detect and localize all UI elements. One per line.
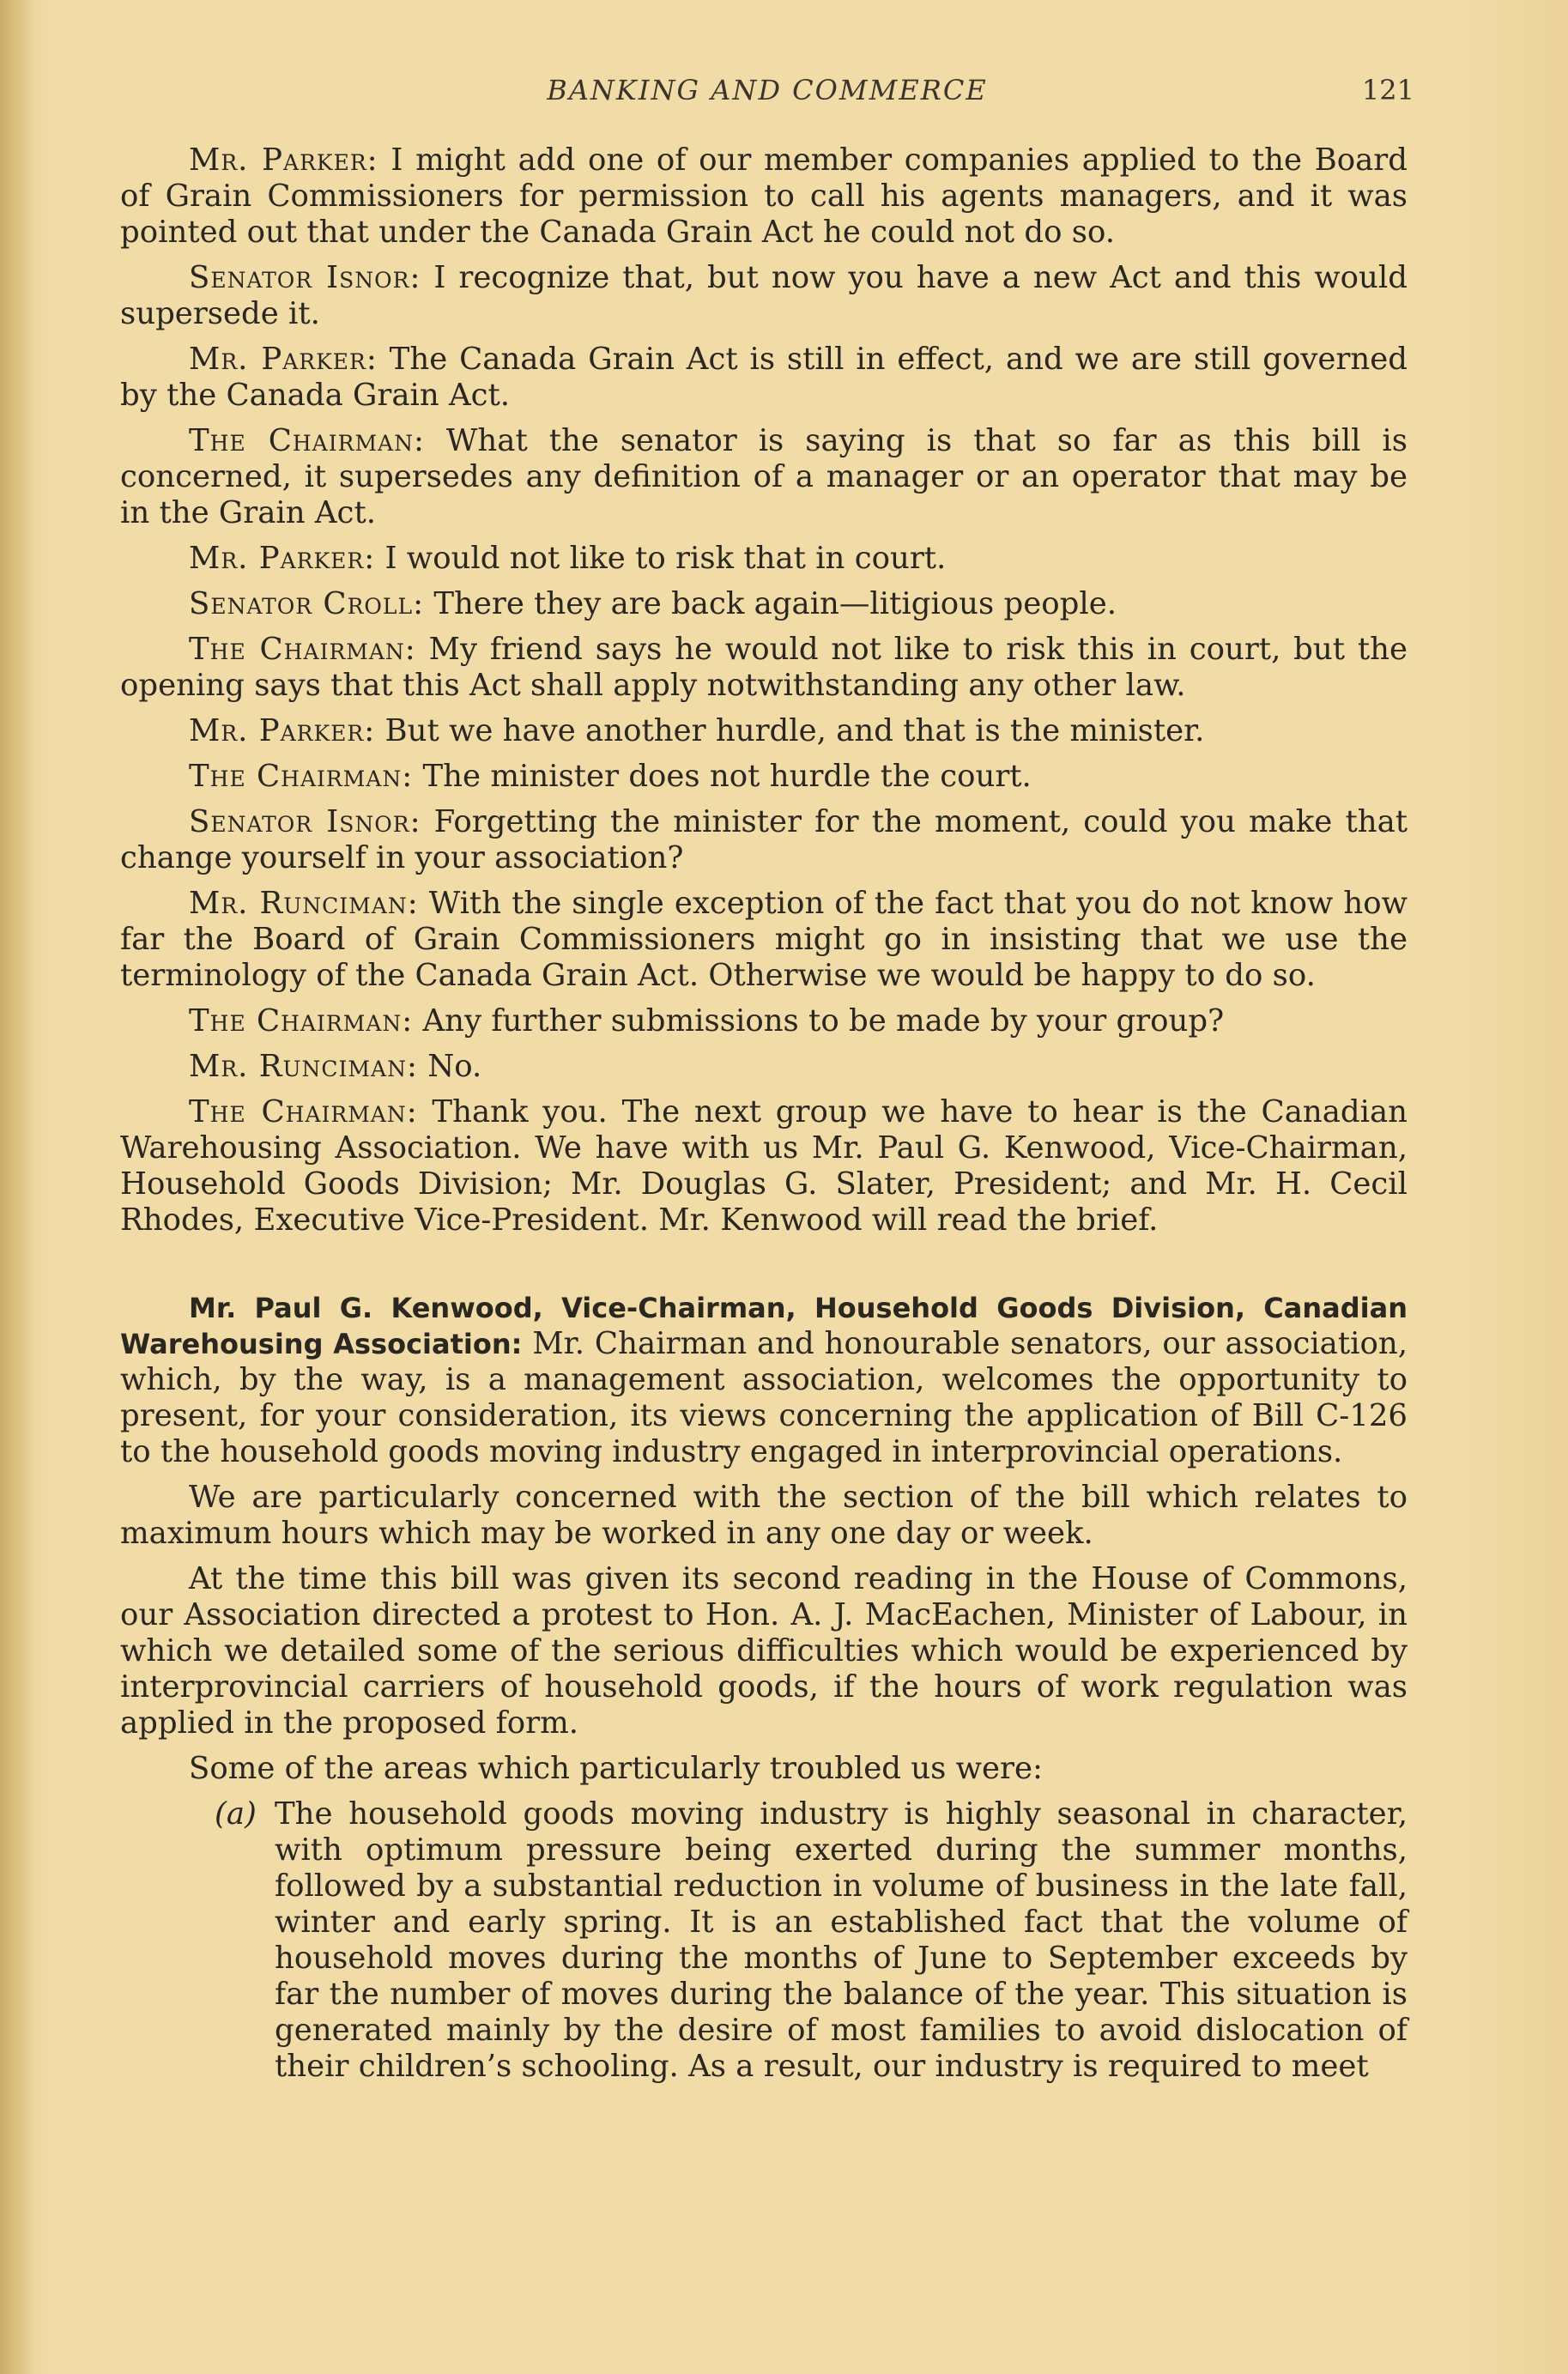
speaker: Mr. Runciman: [189, 1049, 418, 1084]
running-head: BANKING AND COMMERCE [547, 74, 988, 106]
paragraph [120, 142, 1408, 251]
speech: There they are back again—litigious people. [424, 586, 1117, 621]
list-item [215, 1796, 1408, 2085]
speech: The minister does not hurdle the court. [413, 759, 1032, 794]
speaker: The Chairman: [189, 1094, 418, 1129]
list-item-text: The household goods moving industry is highly seasonal in character, with optimum pressure being exerted during the summer months, followed by a substantial reduction in volume of business in the late fall, winter and early spring. It is an established fact that the volume of household moves during the months of June to September exceeds by far the number of moves during the balance of the year. This situation is generated mainly by the desire of most families to avoid dislocation of their children’s schooling. As a result, our industry is required to meet [275, 1796, 1408, 2084]
speech: I recognize that, but now you have a new Act and this would supersede it. [120, 260, 1408, 331]
speech: Forgetting the minister for the moment, could you make that change yourself in your association? [120, 804, 1408, 875]
speaker: Mr. Parker: [189, 342, 378, 377]
list-item-label: (a) [215, 1796, 257, 1832]
paragraph: We are particularly concerned with the section of the bill which relates to maximum hours which may be worked in any one day or week. [120, 1480, 1408, 1551]
speech: No. [417, 1049, 482, 1084]
speech: I might add one of our member companies applied to the Board of Grain Commissioners for permission to call his agents managers, and it was pointed out that under the Canada Grain Act he could not do so. [120, 142, 1408, 250]
witness-speech: Mr. Chairman and honourable senators, our association, which, by the way, is a management association, welcomes the opportunity to present, for your consideration, its views concerning the application of Bill C-126 to the household goods moving industry engaged in interprovincial operations. [120, 1326, 1408, 1469]
speech: What the senator is saying is that so far as this bill is concerned, it supersedes any definition of a manager or an operator that may be in the Grain Act. [120, 423, 1408, 530]
paragraph [120, 342, 1408, 414]
paragraph [120, 886, 1408, 994]
paragraph [120, 759, 1408, 795]
speaker: Mr. Parker: [189, 142, 378, 178]
speaker: Mr. Runciman: [189, 886, 419, 921]
speaker: Senator Isnor: [189, 260, 421, 295]
paragraph [120, 260, 1408, 332]
speech: I would not like to risk that in court. [375, 541, 947, 576]
paragraph [120, 1049, 1408, 1085]
paragraph [120, 713, 1408, 749]
binding-gutter [0, 0, 34, 2374]
witness-name: Mr. Paul G. Kenwood, Vice-Chairman, Household Goods Division, Canadian Warehousing Association: [120, 1292, 1408, 1360]
speaker: The Chairman: [189, 1003, 414, 1039]
speaker: Mr. Parker: [189, 713, 376, 748]
paragraph [120, 423, 1408, 531]
speaker: The Chairman: [189, 423, 425, 458]
paragraph [120, 541, 1408, 577]
speaker: The Chairman: [189, 632, 416, 667]
speech: My friend says he would not like to risk this in court, but the opening says that this Act shall apply notwithstanding any other law. [120, 632, 1408, 703]
paragraph: At the time this bill was given its second reading in the House of Commons, our Association directed a protest to Hon. A. J. MacEachen, Minister of Labour, in which we detailed some of the serious difficulties which would be experienced by interprovincial carriers of household goods, if the hours of work regulation was applied in the proposed form. [120, 1561, 1408, 1741]
paragraph [120, 1094, 1408, 1238]
paragraph [120, 804, 1408, 876]
page-header [120, 74, 1414, 117]
speech: Any further submissions to be made by your group? [413, 1003, 1225, 1039]
speech: The Canada Grain Act is still in effect, and we are still governed by the Canada Grain Act. [120, 342, 1408, 413]
speaker: Senator Croll: [189, 586, 425, 621]
paragraph [120, 586, 1408, 622]
witness-paragraph [120, 1290, 1408, 1470]
speaker: Senator Isnor: [189, 804, 421, 839]
paragraph [120, 1003, 1408, 1039]
speech: Thank you. The next group we have to hear is the Canadian Warehousing Association. We have with us Mr. Paul G. Kenwood, Vice-Chairman, Household Goods Division; Mr. Douglas G. Slater, President; and Mr. H. Cecil Rhodes, Executive Vice-President. Mr. Kenwood will read the brief. [120, 1094, 1408, 1238]
speech: With the single exception of the fact that you do not know how far the Board of Grain Commissioners might go in insisting that we use the terminology of the Canada Grain Act. Otherwise we would be happy to do so. [120, 886, 1408, 993]
page-body [120, 142, 1408, 2085]
speaker: The Chairman: [189, 759, 414, 794]
speech: But we have another hurdle, and that is the minister. [375, 713, 1205, 748]
speaker: Mr. Parker: [189, 541, 376, 576]
paragraph [120, 632, 1408, 704]
page-number: 121 [1361, 74, 1414, 106]
paragraph: Some of the areas which particularly troubled us were: [189, 1751, 1043, 1786]
